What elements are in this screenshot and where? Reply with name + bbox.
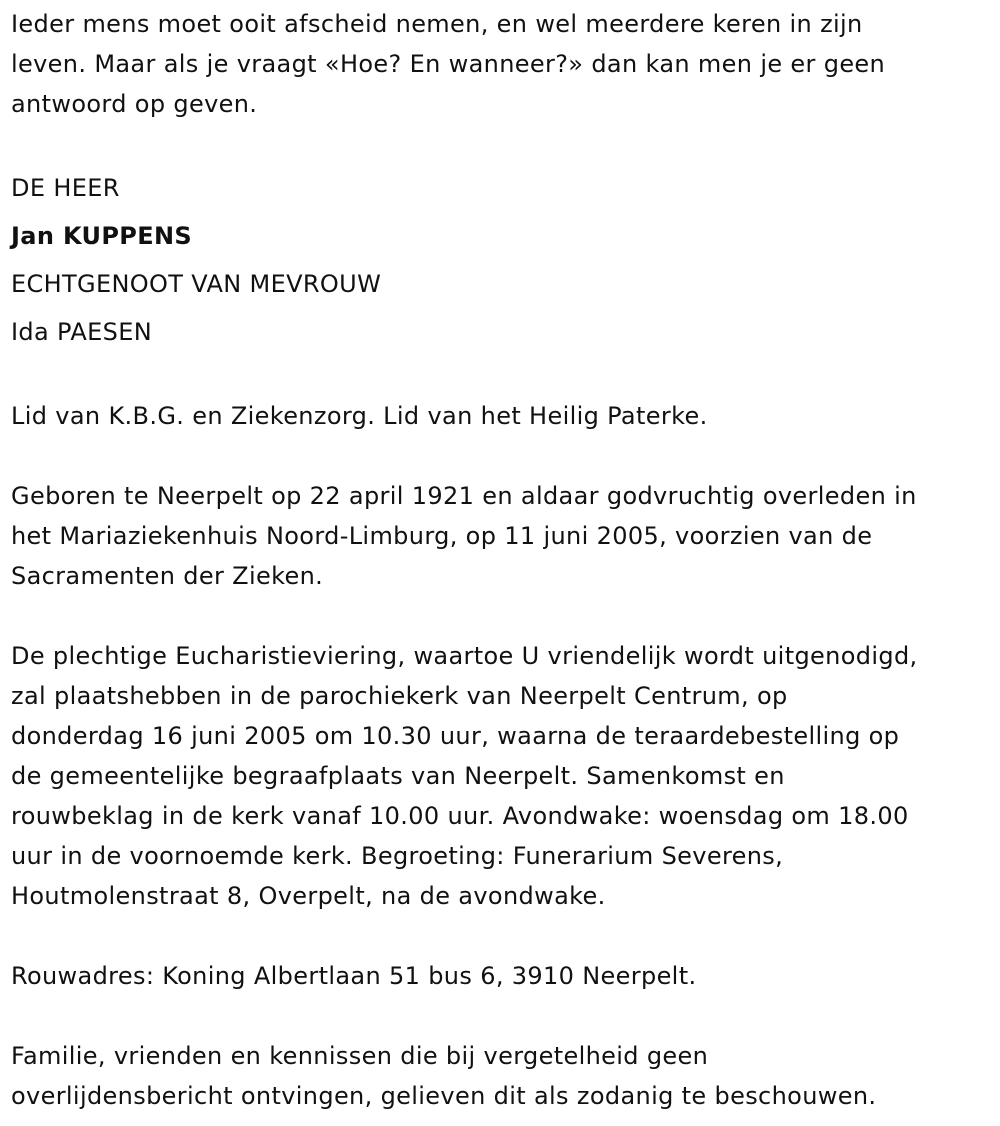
spacer <box>11 436 1000 476</box>
birth-death-line: het Mariaziekenhuis Noord-Limburg, op 11 juni 2005, voorzien van de <box>11 522 873 550</box>
closing-line: overlijdensbericht ontvingen, gelieven dit als zodanig te beschouwen. <box>11 1082 877 1110</box>
intro-line: Ieder mens moet ooit afscheid nemen, en wel meerdere keren in zijn <box>11 10 863 38</box>
intro-paragraph <box>11 4 1000 124</box>
intro-line: antwoord op geven. <box>11 90 258 118</box>
ceremony-line: donderdag 16 juni 2005 om 10.30 uur, waarna de teraardebestelling op <box>11 722 900 750</box>
spouse-name: Ida PAESEN <box>11 318 153 346</box>
closing-paragraph <box>11 1036 1000 1116</box>
ceremony-line: uur in de voornoemde kerk. Begroeting: Funerarium Severens, <box>11 842 784 870</box>
deceased-name: Jan KUPPENS <box>11 222 193 250</box>
birth-death-paragraph <box>11 476 1000 596</box>
address-paragraph <box>11 956 1000 996</box>
ceremony-line: rouwbeklag in de kerk vanaf 10.00 uur. Avondwake: woensdag om 18.00 <box>11 802 909 830</box>
membership-line: Lid van K.B.G. en Ziekenzorg. Lid van het Heilig Paterke. <box>11 402 708 430</box>
ceremony-line: de gemeentelijke begraafplaats van Neerpelt. Samenkomst en <box>11 762 785 790</box>
spacer <box>11 124 1000 164</box>
spouse-prefix: ECHTGENOOT VAN MEVROUW <box>11 270 382 298</box>
membership-paragraph <box>11 396 1000 436</box>
birth-death-line: Sacramenten der Zieken. <box>11 562 324 590</box>
closing-line: Familie, vrienden en kennissen die bij vergetelheid geen <box>11 1042 709 1070</box>
spacer <box>11 996 1000 1036</box>
intro-line: leven. Maar als je vraagt «Hoe? En wanneer?» dan kan men je er geen <box>11 50 886 78</box>
title-prefix: DE HEER <box>11 174 120 202</box>
address-line: Rouwadres: Koning Albertlaan 51 bus 6, 3910 Neerpelt. <box>11 962 697 990</box>
spacer <box>11 916 1000 956</box>
ceremony-line: De plechtige Eucharistieviering, waartoe U vriendelijk wordt uitgenodigd, <box>11 642 918 670</box>
birth-death-line: Geboren te Neerpelt op 22 april 1921 en aldaar godvruchtig overleden in <box>11 482 917 510</box>
ceremony-line: zal plaatshebben in de parochiekerk van Neerpelt Centrum, op <box>11 682 788 710</box>
spacer <box>11 596 1000 636</box>
ceremony-line: Houtmolenstraat 8, Overpelt, na de avondwake. <box>11 882 606 910</box>
spacer <box>11 356 1000 396</box>
ceremony-paragraph <box>11 636 1000 916</box>
